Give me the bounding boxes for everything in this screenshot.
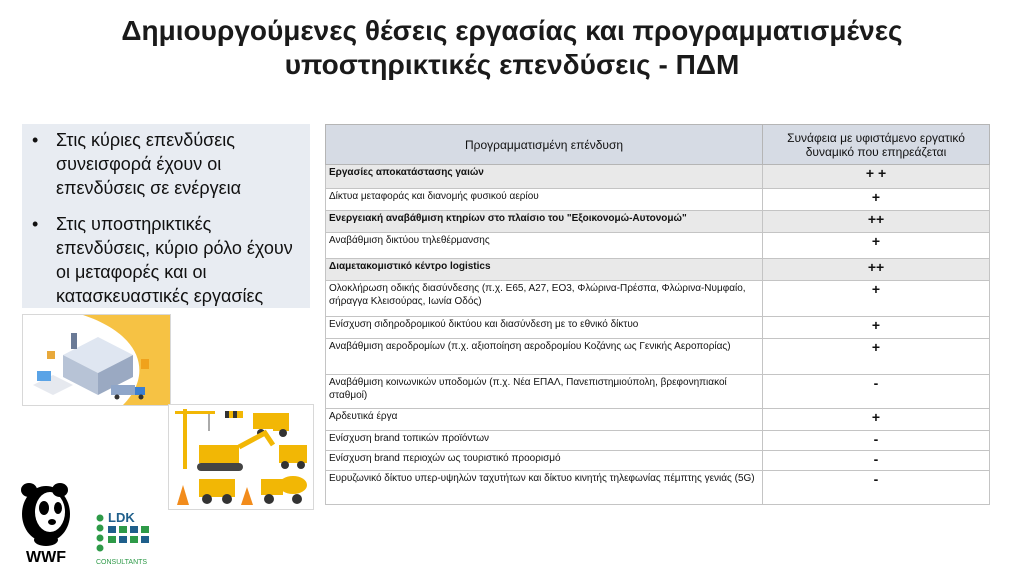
table-row [326, 409, 990, 431]
bullet-box [22, 124, 310, 308]
table-header-row [326, 125, 990, 165]
relevance-mark: - [763, 375, 990, 409]
wwf-logo [16, 482, 76, 566]
investment-name: Ενίσχυση brand περιοχών ως τουριστικό προορισμό [326, 451, 763, 471]
table-row [326, 211, 990, 233]
relevance-mark: + [763, 281, 990, 317]
investment-name: Ολοκλήρωση οδικής διασύνδεσης (π.χ. Ε65, Α27, ΕΟ3, Φλώρινα-Πρέσπα, Φλώρινα-Νυμφαίο, σήραγγα Κλεισούρας, Ιωνία Οδός) [326, 281, 763, 317]
investment-name: Αρδευτικά έργα [326, 409, 763, 431]
ldk-consultants-text: CONSULTANTS [96, 559, 148, 566]
investment-name: Ευρυζωνικό δίκτυο υπερ-υψηλών ταχυτήτων και δίκτυο κινητής τηλεφωνίας πέμπτης γενιάς (5G) [326, 471, 763, 505]
relevance-mark: + [763, 339, 990, 375]
investment-name: Εργασίες αποκατάστασης γαιών [326, 165, 763, 189]
investments-table [325, 124, 990, 505]
bullet-item [32, 212, 302, 308]
relevance-mark: + [763, 189, 990, 211]
header-investment: Προγραμματισμένη επένδυση [326, 125, 763, 165]
relevance-mark: - [763, 431, 990, 451]
bullet-text: Στις κύριες επενδύσεις συνεισφορά έχουν οι επενδύσεις σε ενέργεια [56, 130, 241, 198]
bullet-item [32, 128, 302, 200]
table-row [326, 259, 990, 281]
table-row [326, 189, 990, 211]
page-title [0, 14, 1024, 82]
table-row [326, 233, 990, 259]
investment-name: Ενίσχυση brand τοπικών προϊόντων [326, 431, 763, 451]
table-row [326, 375, 990, 409]
investment-name: Ενίσχυση σιδηροδρομικού δικτύου και διασύνδεση με το εθνικό δίκτυο [326, 317, 763, 339]
title-line-1: Δημιουργούμενες θέσεις εργασίας και προγραμματισμένες [121, 15, 903, 46]
investment-name: Αναβάθμιση αεροδρομίων (π.χ. αξιοποίηση αεροδρομίου Κοζάνης ως Γενικής Αεροπορίας) [326, 339, 763, 375]
relevance-mark: - [763, 471, 990, 505]
bullet-text: Στις υποστηρικτικές επενδύσεις, κύριο ρόλο έχουν οι μεταφορές και οι κατασκευαστικές εργασίες [56, 214, 293, 306]
investment-name: Διαμετακομιστικό κέντρο logistics [326, 259, 763, 281]
table-row [326, 451, 990, 471]
ldk-logo-text: LDK [108, 510, 135, 525]
relevance-mark: ++ [763, 259, 990, 281]
table-row [326, 165, 990, 189]
relevance-mark: + [763, 317, 990, 339]
investment-name: Αναβάθμιση κοινωνικών υποδομών (π.χ. Νέα ΕΠΑΛ, Πανεπιστημιούπολη, βρεφονηπιακοί σταθμοί) [326, 375, 763, 409]
table-row [326, 339, 990, 375]
title-line-2: υποστηρικτικές επενδύσεις - ΠΔΜ [284, 49, 740, 80]
investment-name: Δίκτυα μεταφοράς και διανομής φυσικού αερίου [326, 189, 763, 211]
relevance-mark: + + [763, 165, 990, 189]
logistics-illustration [22, 314, 171, 406]
table-row [326, 431, 990, 451]
table-row [326, 317, 990, 339]
construction-illustration [168, 404, 314, 510]
wwf-logo-text: WWF [26, 549, 66, 566]
investment-name: Αναβάθμιση δικτύου τηλεθέρμανσης [326, 233, 763, 259]
bullet-dot: • [32, 130, 39, 150]
table-row [326, 281, 990, 317]
relevance-mark: + [763, 233, 990, 259]
relevance-mark: ++ [763, 211, 990, 233]
table-row [326, 471, 990, 505]
bullet-dot: • [32, 214, 39, 234]
investment-name: Ενεργειακή αναβάθμιση κτηρίων στο πλαίσιο του "Εξοικονομώ-Αυτονομώ" [326, 211, 763, 233]
ldk-logo [94, 508, 158, 568]
header-relevance: Συνάφεια με υφιστάμενο εργατικό δυναμικό που επηρεάζεται [763, 125, 990, 165]
relevance-mark: + [763, 409, 990, 431]
relevance-mark: - [763, 451, 990, 471]
